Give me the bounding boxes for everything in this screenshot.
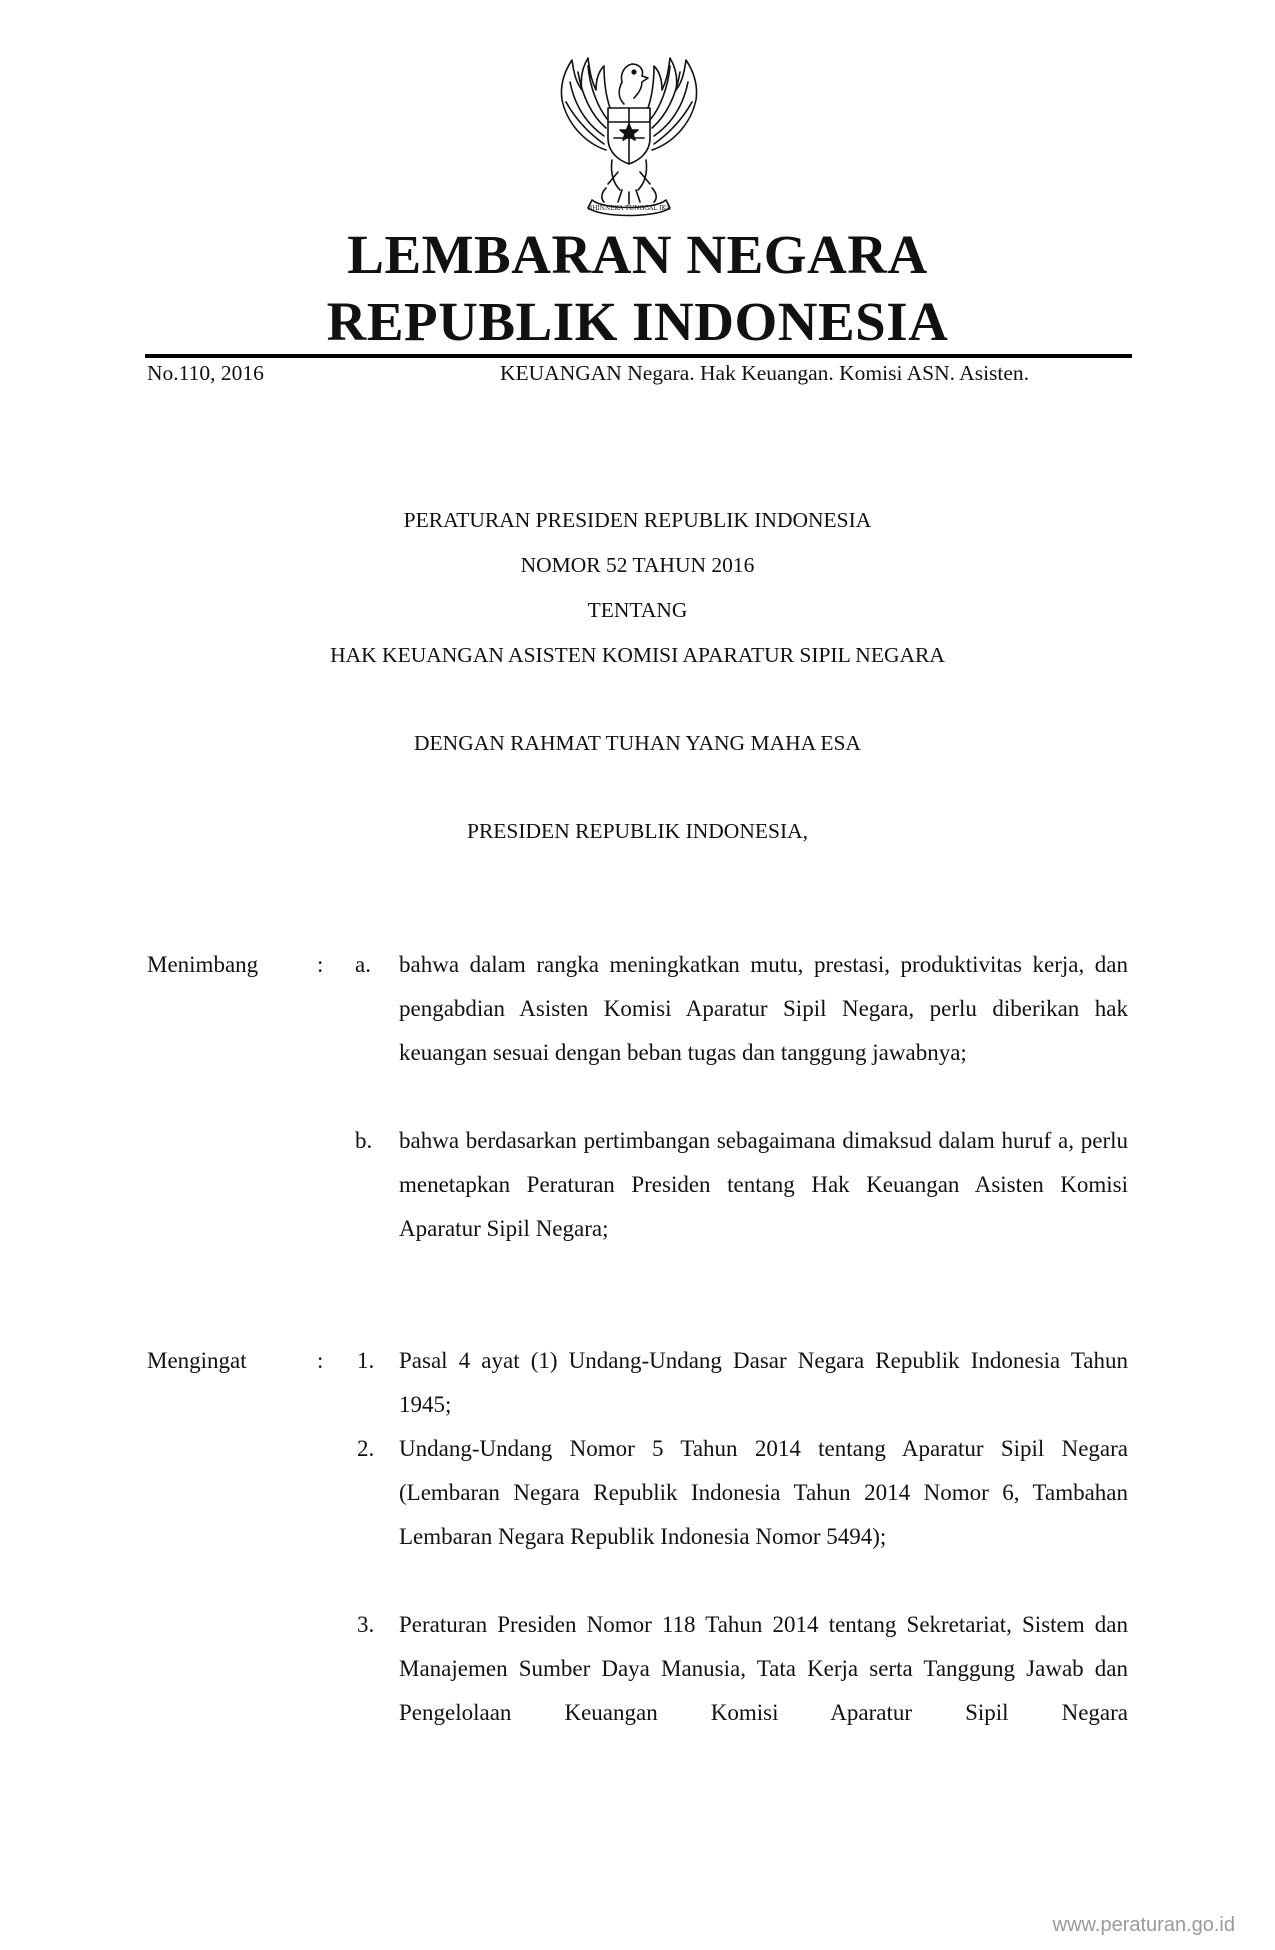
- mengingat-item-marker: 2.: [357, 1436, 375, 1461]
- regulation-heading: PERATURAN PRESIDEN REPUBLIK INDONESIA: [403, 508, 872, 532]
- garuda-emblem-icon: [548, 52, 710, 222]
- mengingat-item-text: Undang-Undang Nomor 5 Tahun 2014 tentang Aparatur Sipil Negara (Lembaran Negara Republik Indonesia Tahun 2014 Nomor 6, Tambahan Lembaran Negara Republik Indonesia Nomor 5494);: [399, 1436, 1128, 1549]
- gazette-number: No.110, 2016: [147, 361, 264, 385]
- masthead-line-1: LEMBARAN NEGARA: [347, 224, 928, 285]
- president-line: PRESIDEN REPUBLIK INDONESIA,: [466, 819, 809, 843]
- tentang-label: TENTANG: [587, 598, 688, 622]
- menimbang-colon: :: [317, 952, 324, 977]
- mengingat-label: Mengingat: [147, 1348, 247, 1373]
- menimbang-label: Menimbang: [147, 952, 259, 977]
- menimbang-item-text: bahwa dalam rangka meningkatkan mutu, prestasi, produktivitas kerja, dan pengabdian Asisten Komisi Aparatur Sipil Negara, perlu diberikan hak keuangan sesuai dengan beban tugas dan tanggung jawabnya;: [399, 952, 1128, 1065]
- menimbang-item-text: bahwa berdasarkan pertimbangan sebagaimana dimaksud dalam huruf a, perlu menetapkan Peraturan Presiden tentang Hak Keuangan Asisten Komisi Aparatur Sipil Negara;: [399, 1128, 1128, 1241]
- source-watermark: www.peraturan.go.id: [1052, 1914, 1235, 1936]
- masthead-rule: [145, 354, 1132, 358]
- mengingat-colon: :: [317, 1348, 324, 1373]
- regulation-number: NOMOR 52 TAHUN 2016: [520, 553, 755, 577]
- invocation: DENGAN RAHMAT TUHAN YANG MAHA ESA: [414, 731, 861, 755]
- mengingat-item-marker: 3.: [357, 1612, 375, 1637]
- menimbang-item-marker: b.: [355, 1128, 373, 1153]
- masthead-line-2: REPUBLIK INDONESIA: [326, 291, 949, 352]
- regulation-title: HAK KEUANGAN ASISTEN KOMISI APARATUR SIPIL NEGARA: [330, 643, 945, 667]
- gazette-subject: KEUANGAN Negara. Hak Keuangan. Komisi ASN. Asisten.: [500, 361, 1030, 385]
- motto-ribbon-text: BHINNEKA TUNGGAL IKA: [587, 205, 671, 212]
- mengingat-item-marker: 1.: [357, 1348, 375, 1373]
- mengingat-item-text: Peraturan Presiden Nomor 118 Tahun 2014 tentang Sekretariat, Sistem dan Manajemen Sumber Daya Manusia, Tata Kerja serta Tanggung Jawab dan Pengelolaan Keuangan Komisi Aparatur Sipil Negara: [399, 1612, 1128, 1725]
- mengingat-item-text: Pasal 4 ayat (1) Undang-Undang Dasar Negara Republik Indonesia Tahun 1945;: [399, 1348, 1128, 1417]
- menimbang-item-marker: a.: [355, 952, 371, 977]
